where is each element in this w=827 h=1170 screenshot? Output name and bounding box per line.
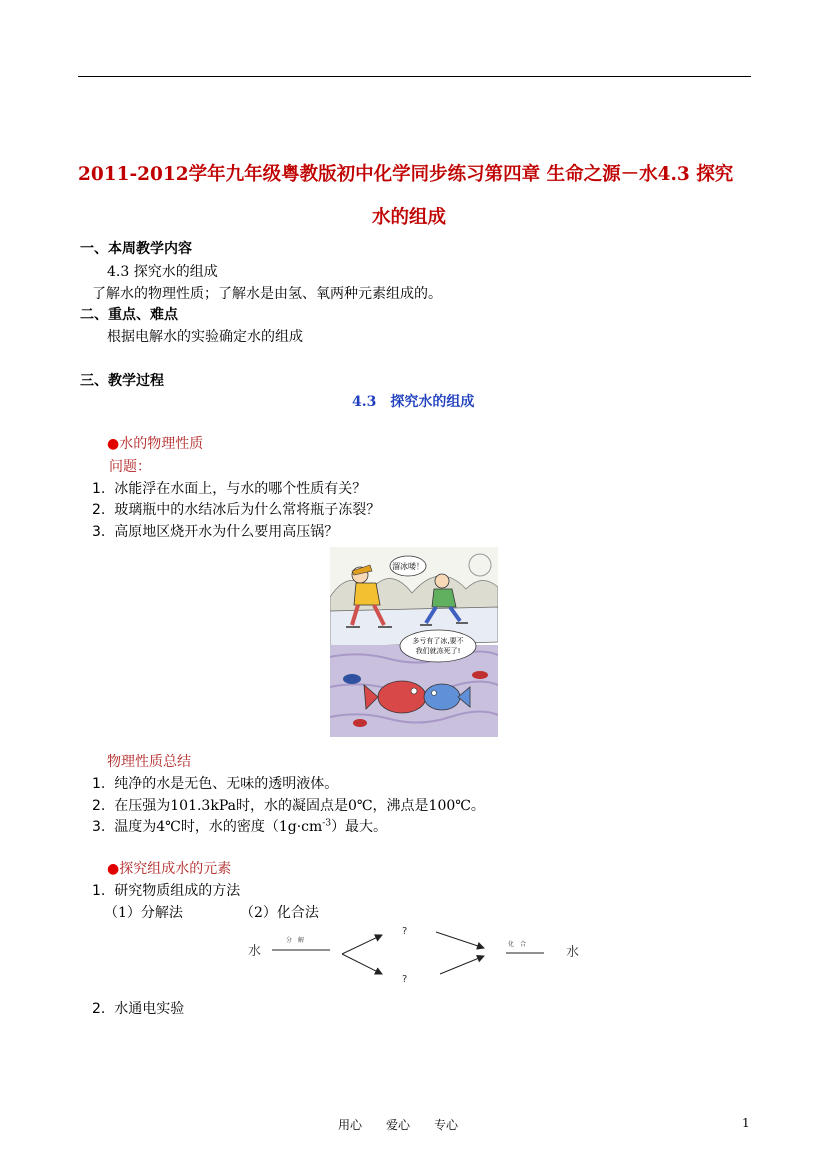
decompose-label: 分 解 xyxy=(286,937,305,944)
list-item: 2. 在压强为101.3kPa时，水的凝固点是0℃，沸点是100℃。 xyxy=(92,798,485,814)
elements-heading xyxy=(107,858,231,878)
list-item: 1. 研究物质组成的方法 xyxy=(92,883,241,899)
section-content-topic: 4.3 探究水的组成 xyxy=(107,264,218,280)
section-heading-process: 三、教学过程 xyxy=(80,373,164,389)
list-item: 3. 高原地区烧开水为什么要用高压锅？ xyxy=(92,524,339,540)
section-heading-content: 一、本周教学内容 xyxy=(80,241,192,257)
unknown-top: ? xyxy=(402,926,408,937)
bubble-top-text: 溜冰喽！ xyxy=(392,562,424,571)
footer-motto: 用心 爱心 专心 xyxy=(338,1118,459,1132)
method-decomposition: （1）分解法 xyxy=(104,905,183,921)
unknown-bottom: ? xyxy=(402,974,408,985)
skating-fish-cartoon xyxy=(330,547,498,737)
list-item: 2. 玻璃瓶中的水结冰后为什么常将瓶子冻裂？ xyxy=(92,502,381,518)
water-left-label: 水 xyxy=(248,944,262,959)
arrow-icon xyxy=(440,956,484,974)
section-content-goal: 了解水的物理性质；了解水是由氢、氧两种元素组成的。 xyxy=(92,286,442,302)
physical-heading-label: 水的物理性质 xyxy=(119,436,204,452)
list-item: 2. 水通电实验 xyxy=(92,1001,185,1017)
bullet-icon: ● xyxy=(107,861,120,877)
section-heading-keypoints: 二、重点、难点 xyxy=(80,307,178,323)
bubble-mid-line1: 多亏有了冰,要不 xyxy=(412,637,464,645)
water-right-label: 水 xyxy=(566,945,580,960)
list-item: 3. 温度为4℃时，水的密度$(1g\cdot cm^{-3})$最大。 xyxy=(92,818,388,835)
page-number: 1 xyxy=(742,1116,750,1130)
bubble-mid-line2: 我们就冻死了! xyxy=(415,647,461,655)
page-title-line1: 2011-2012学年九年级粤教版初中化学同步练习第四章 生命之源－水4.3 探究 xyxy=(78,164,734,185)
composition-method-diagram xyxy=(240,920,590,992)
list-item: 1. 纯净的水是无色、无味的透明液体。 xyxy=(92,776,339,792)
keypoint-text: 根据电解水的实验确定水的组成 xyxy=(107,329,303,345)
method-combination: （2）化合法 xyxy=(240,905,319,921)
physical-heading xyxy=(107,433,203,453)
combine-label: 化 合 xyxy=(508,941,527,948)
bullet-icon: ● xyxy=(107,436,120,452)
arrow-icon xyxy=(436,932,484,948)
arrow-icon xyxy=(342,954,382,974)
header-rule xyxy=(78,76,751,77)
elements-heading-label: 探究组成水的元素 xyxy=(119,861,232,877)
arrow-icon xyxy=(342,935,382,954)
summary-label: 物理性质总结 xyxy=(107,754,191,770)
list-item: 1. 冰能浮在水面上，与水的哪个性质有关？ xyxy=(92,481,367,497)
page-title-line2: 水的组成 xyxy=(372,207,447,228)
question-label: 问题： xyxy=(109,459,151,475)
lesson-subtitle: 4.3 探究水的组成 xyxy=(352,394,475,410)
